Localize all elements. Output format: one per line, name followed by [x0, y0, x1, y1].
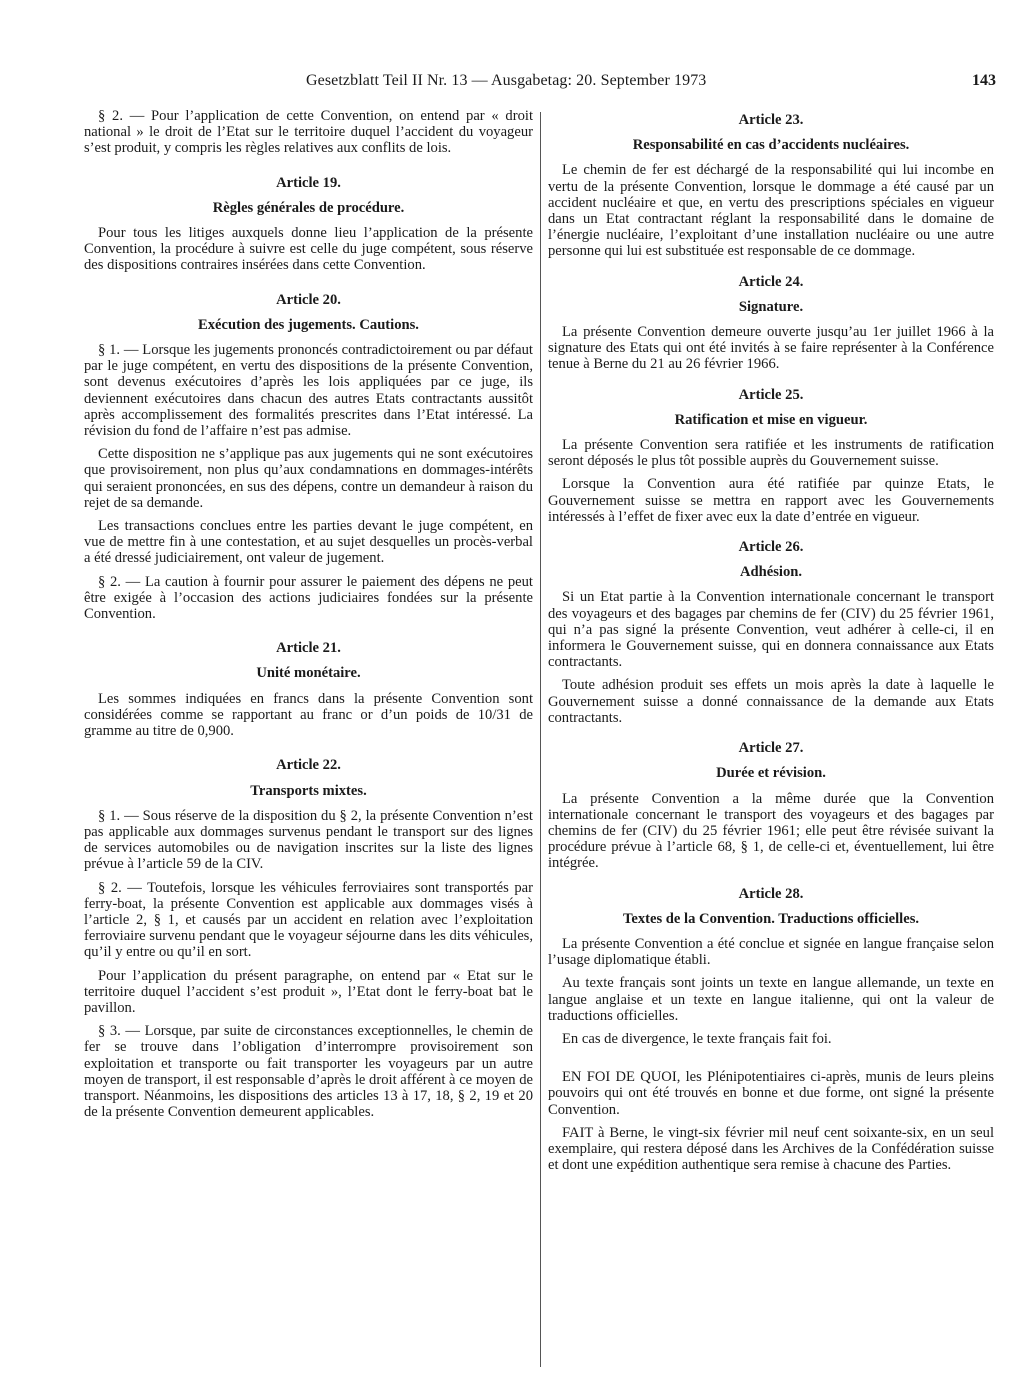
- article-18-paragraph-2: § 2. — Pour l’application de cette Convention, on entend par « droit national » le droit de l’Etat sur le territoire duquel l’accident du voyageur s’est produit, y compris les règles relatives aux conflits de lois.: [84, 108, 533, 157]
- article-22-paragraph: § 2. — Toutefois, lorsque les véhicules ferroviaires sont transportés par ferry-boat, la présente Convention est applicable aux dommages visés à l’article 2, § 1, et causés par un accident en relation avec l’exploitation ferroviaire survenu pendant que le voyageur séjourne dans les dits véhicules, qu’il y entre ou qu’il en sort.: [84, 879, 533, 961]
- article-21-paragraph: Les sommes indiquées en francs dans la présente Convention sont considérées comme se rapportant au franc or d’un poids de 10/31 de gramme au titre de 0,900.: [84, 690, 533, 740]
- article-27-title: Article 27.: [738, 740, 804, 757]
- article-20-paragraph: § 1. — Lorsque les jugements prononcés contradictoirement ou par défaut par le juge compétent, en vertu des dispositions de la présente Convention, sont devenus exécutoires d’après les lois appliquées par ce juge, ils deviennent exécutoires dans chacun des autres Etats contractants aussitôt après accomplissement des formalités prescrites dans l’Etat intéressé. La révision du fond de l’affaire n’est pas admise.: [84, 342, 533, 440]
- article-21-subtitle: Unité monétaire.: [256, 665, 361, 682]
- article-20-paragraph: Cette disposition ne s’applique pas aux jugements qui ne sont exécutoires que provisoirement, non plus qu’aux condamnations en dommages-intérêts qui seraient prononcées, en sus des dépens, contre un demandeur à raison du rejet de sa demande.: [84, 446, 533, 511]
- column-divider: [540, 112, 541, 1367]
- article-20-paragraph: § 2. — La caution à fournir pour assurer le paiement des dépens ne peut être exigée à l’occasion des actions judiciaires fondées sur la présente Convention.: [84, 573, 533, 623]
- article-25-subtitle: Ratification et mise en vigueur.: [674, 411, 868, 428]
- article-22-title: Article 22.: [276, 757, 341, 774]
- page-header: [306, 72, 996, 98]
- closing-paragraph: FAIT à Berne, le vingt-six février mil neuf cent soixante-six, en un seul exemplaire, qui restera déposé dans les Archives de la Confédération suisse et dont une expédition authentique sera remise à chacune des Parties.: [548, 1124, 994, 1174]
- article-26-title: Article 26.: [738, 539, 804, 556]
- article-22-paragraph: Pour l’application du présent paragraphe, on entend par « Etat sur le territoire duquel l’accident s’est produit », l’Etat dont le ferry-boat bat le pavillon.: [84, 967, 533, 1016]
- article-26-subtitle: Adhésion.: [739, 564, 803, 581]
- article-25-paragraph: La présente Convention sera ratifiée et les instruments de ratification seront déposés le plus tôt possible auprès du Gouvernement suisse.: [548, 437, 994, 470]
- article-20-subtitle: Exécution des jugements. Cautions.: [198, 316, 419, 333]
- gazette-title: Gesetzblatt Teil II Nr. 13 — Ausgabetag: 20. September 1973: [306, 72, 707, 89]
- article-23-paragraph: Le chemin de fer est déchargé de la responsabilité qui lui incombe en vertu de la présente Convention, lorsque le dommage a été causé par un accident nucléaire et que, en vertu des prescriptions spéciales en vigueur dans un Etat contractant réglant la responsabilité dans le domaine de l’énergie nucléaire, l’exploitant d’une installation nucléaire ou une autre personne qui lui est substituée est responsable de ce dommage.: [548, 162, 994, 260]
- article-28-paragraph: Au texte français sont joints un texte en langue allemande, un texte en langue anglaise et un texte en langue italienne, qui ont la valeur de traductions officielles.: [548, 975, 994, 1024]
- article-28-title: Article 28.: [738, 885, 804, 902]
- article-19-subtitle: Règles générales de procédure.: [212, 199, 405, 216]
- page-number: 143: [972, 72, 996, 89]
- left-column: [84, 108, 533, 1127]
- article-20-paragraph: Les transactions conclues entre les parties devant le juge compétent, en vue de mettre fin à une contestation, et au sujet desquelles un procès-verbal a été dressé judiciairement, ont valeur de jugement.: [84, 518, 533, 567]
- article-27-subtitle: Durée et révision.: [716, 765, 826, 782]
- article-20-title: Article 20.: [276, 291, 341, 308]
- article-22-paragraph: § 1. — Sous réserve de la disposition du § 2, la présente Convention n’est pas applicable aux dommages survenus pendant le transport sur des lignes de services automobiles ou de navigation inscrites sur la liste des lignes prévue à l’article 59 de la CIV.: [84, 807, 533, 873]
- article-24-subtitle: Signature.: [738, 298, 804, 315]
- article-25-title: Article 25.: [738, 386, 804, 403]
- closing-block: [548, 1069, 994, 1173]
- article-28-paragraph: En cas de divergence, le texte français fait foi.: [562, 1030, 832, 1047]
- article-28-subtitle: Textes de la Convention. Traductions officielles.: [622, 910, 920, 927]
- article-23-subtitle: Responsabilité en cas d’accidents nucléaires.: [632, 137, 910, 154]
- article-23-title: Article 23.: [738, 112, 804, 128]
- right-column: [548, 108, 994, 1180]
- article-27-paragraph: La présente Convention a la même durée que la Convention internationale concernant le transport des voyageurs et des bagages par chemins de fer (CIV) du 25 février 1961; elle peut être révisée suivant la procédure prévue à l’article 68, § 1, de celle-ci et, éventuellement, lui être intégrée.: [548, 790, 994, 872]
- article-19-title: Article 19.: [276, 174, 341, 191]
- article-26-paragraph: Toute adhésion produit ses effets un mois après la date à laquelle le Gouvernement suisse a donné connaissance de la demande aux Etats contractants.: [548, 677, 994, 726]
- article-22-paragraph: § 3. — Lorsque, par suite de circonstances exceptionnelles, le chemin de fer se trouve dans l’obligation d’interrompre provisoirement son exploitation et transporte ou fait transporter les voyageurs par un autre moyen de transport, il est responsable d’après le droit afférent à ce moyen de transport. Néanmoins, les dispositions des articles 13 à 17, 18, § 2, 19 et 20 de la présente Convention demeurent applicables.: [84, 1023, 533, 1121]
- article-24-paragraph: La présente Convention demeure ouverte jusqu’au 1er juillet 1966 à la signature des Etats qui ont été invités à se faire représenter à la Conférence tenue à Berne du 21 au 26 février 1966.: [548, 324, 994, 373]
- article-26-paragraph: Si un Etat partie à la Convention internationale concernant le transport des voyageurs et des bagages par chemins de fer (CIV) du 25 février 1961, qui n’a pas signé la présente Convention, veut adhérer à celle-ci, il en informera le Gouvernement suisse, qui en donnera connaissance aux Etats contractants.: [548, 589, 994, 671]
- article-19-paragraph: Pour tous les litiges auxquels donne lieu l’application de la présente Convention, la procédure à suivre est celle du juge compétent, sous réserve des dispositions contraires insérées dans cette Convention.: [84, 225, 533, 274]
- article-24-title: Article 24.: [738, 273, 804, 290]
- article-28-paragraph: La présente Convention a été conclue et signée en langue française selon l’usage diplomatique établi.: [548, 935, 994, 969]
- article-22-subtitle: Transports mixtes.: [250, 782, 367, 799]
- closing-paragraph: EN FOI DE QUOI, les Plénipotentiaires ci-après, munis de leurs pleins pouvoirs qui ont été trouvés en bonne et due forme, ont signé la présente Convention.: [548, 1069, 994, 1118]
- article-25-paragraph: Lorsque la Convention aura été ratifiée par quinze Etats, le Gouvernement suisse se mettra en rapport avec les Gouvernements intéressés à l’effet de fixer avec eux la date d’entrée en vigueur.: [548, 476, 994, 525]
- article-21-title: Article 21.: [276, 640, 341, 657]
